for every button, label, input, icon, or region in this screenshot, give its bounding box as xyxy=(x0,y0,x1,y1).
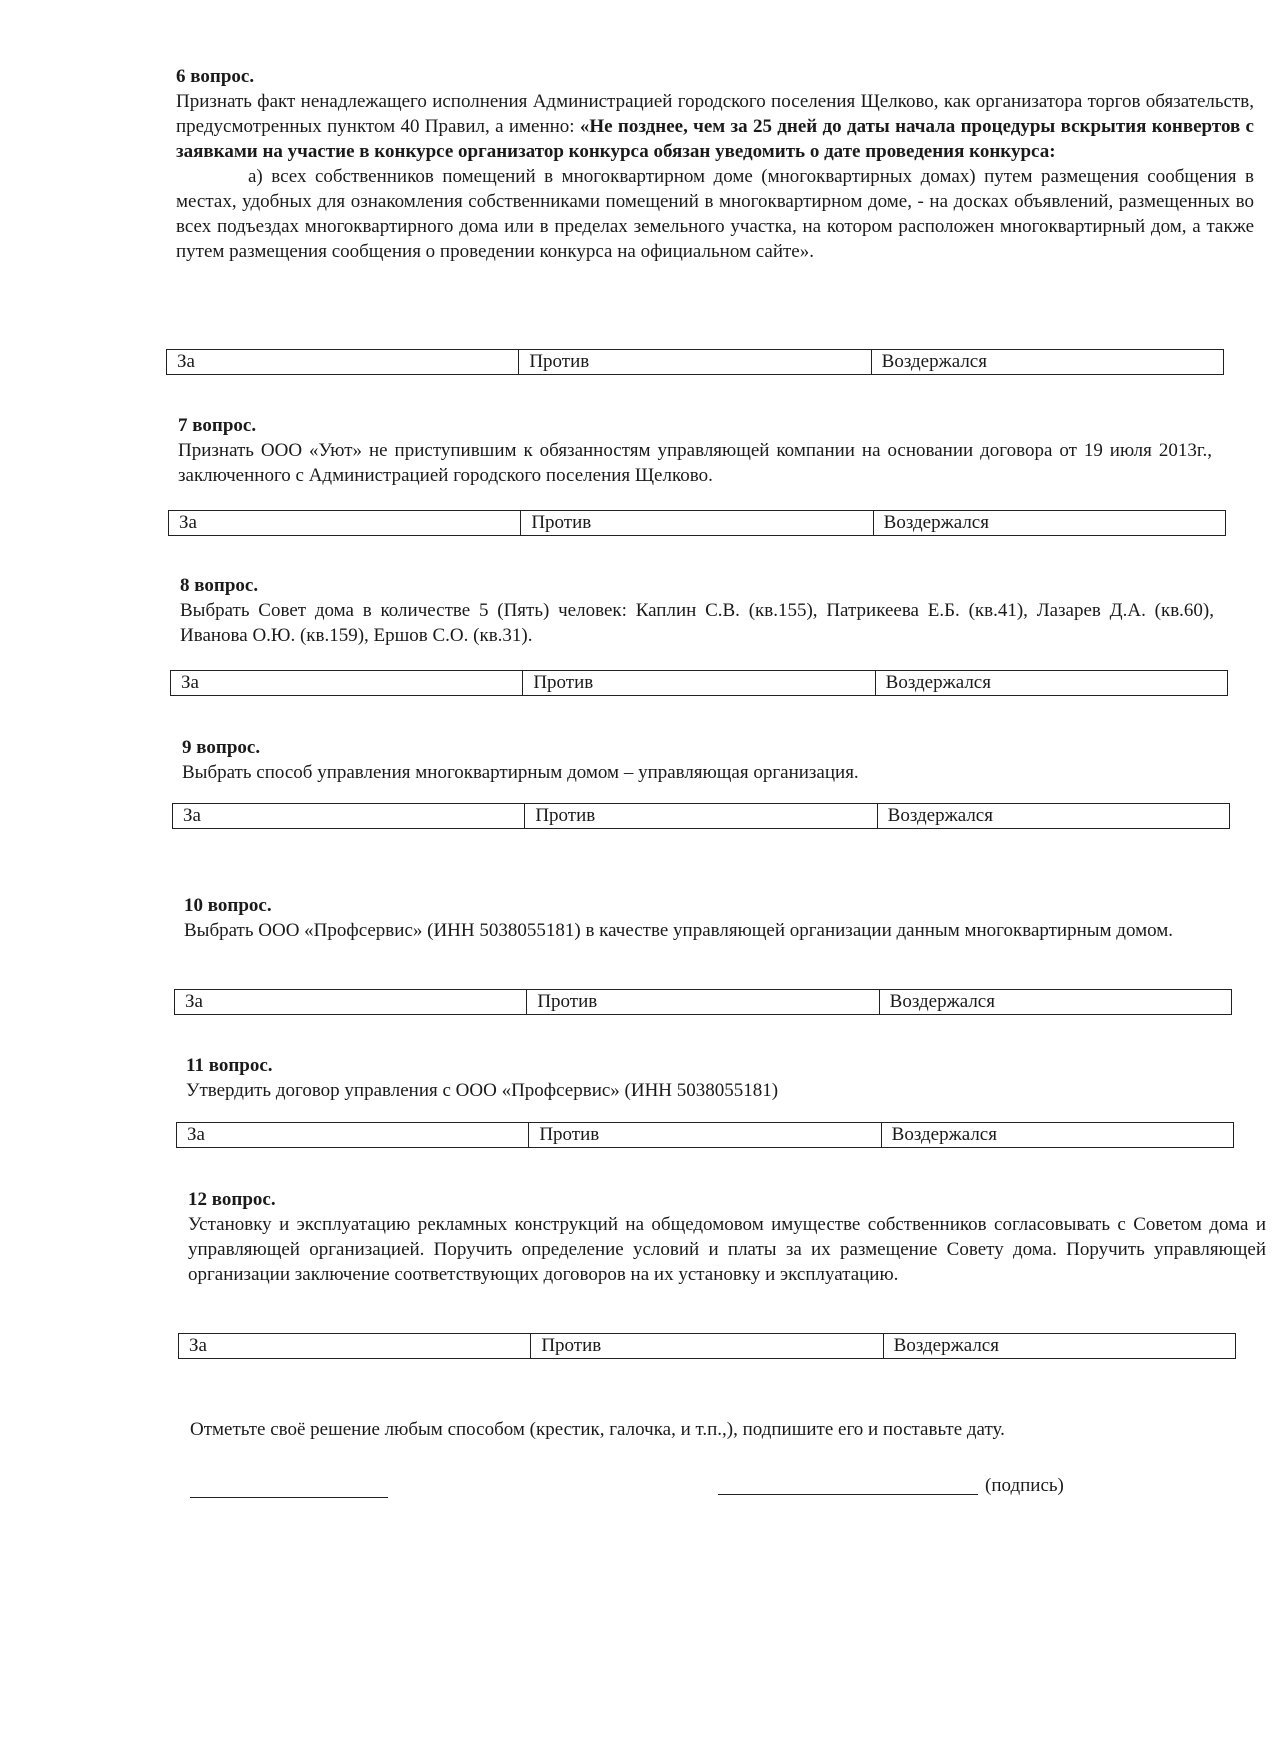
question-9 xyxy=(182,735,1216,785)
question-12 xyxy=(188,1187,1266,1287)
question-title: 8 вопрос. xyxy=(180,575,259,596)
vote-abstain[interactable]: Воздержался xyxy=(871,350,1223,374)
question-text-regular: Признать факт ненадлежащего исполнения Администрацией городского поселения Щелково, как организатора торгов обязательств, предусмотренных пунктом 40 Правил, а именно: xyxy=(176,91,1254,137)
vote-for[interactable]: За xyxy=(187,1124,205,1145)
vote-row-9 xyxy=(172,803,1230,829)
vote-abstain[interactable]: Воздержался xyxy=(883,1334,1235,1358)
question-title: 10 вопрос. xyxy=(184,895,272,916)
vote-against[interactable]: Против xyxy=(518,350,870,374)
vote-row-10 xyxy=(174,989,1232,1015)
question-text xyxy=(176,89,1254,164)
vote-row-6 xyxy=(166,349,1224,375)
question-title: 12 вопрос. xyxy=(188,1189,276,1210)
vote-abstain[interactable]: Воздержался xyxy=(875,671,1227,695)
question-subpoint: а) всех собственников помещений в многоквартирном доме (многоквартирных домах) путем размещения сообщения в местах, удобных для ознакомления собственниками помещений в многоквартирном доме, - на досках объявлений, размещенных во всех подъездах многоквартирного дома или в пределах земельного участка, на котором расположен многоквартирный дом, а также путем размещения сообщения о проведении конкурса на официальном сайте». xyxy=(176,166,1254,262)
question-text: Выбрать ООО «Профсервис» (ИНН 5038055181) в качестве управляющей организации данным многоквартирным домом. xyxy=(184,920,1174,941)
instruction-text: Отметьте своё решение любым способом (крестик, галочка, и т.п.,), подпишите его и поставьте дату. xyxy=(190,1419,1005,1440)
vote-for[interactable]: За xyxy=(189,1335,207,1356)
vote-against[interactable]: Против xyxy=(528,1123,880,1147)
question-8 xyxy=(180,573,1214,648)
question-11 xyxy=(186,1053,1220,1103)
question-title: 11 вопрос. xyxy=(186,1055,273,1076)
vote-abstain[interactable]: Воздержался xyxy=(879,990,1231,1014)
vote-against[interactable]: Против xyxy=(524,804,876,828)
vote-row-7 xyxy=(168,510,1226,536)
vote-row-12 xyxy=(178,1333,1236,1359)
vote-for[interactable]: За xyxy=(177,351,195,372)
vote-abstain[interactable]: Воздержался xyxy=(881,1123,1233,1147)
signature-line[interactable] xyxy=(718,1494,978,1495)
date-line[interactable] xyxy=(190,1497,388,1498)
vote-for[interactable]: За xyxy=(185,991,203,1012)
question-text: Утвердить договор управления с ООО «Профсервис» (ИНН 5038055181) xyxy=(186,1080,779,1101)
question-text-bold: «Не позднее, чем за 25 дней до даты начала процедуры вскрытия конвертов с заявками на участие в конкурсе организатор конкурса обязан уведомить о дате проведения конкурса: xyxy=(176,116,1254,162)
question-7 xyxy=(178,413,1212,488)
question-6 xyxy=(176,64,1254,264)
vote-against[interactable]: Против xyxy=(526,990,878,1014)
signature-label: (подпись) xyxy=(985,1475,1064,1496)
vote-abstain[interactable]: Воздержался xyxy=(873,511,1225,535)
question-title: 7 вопрос. xyxy=(178,415,257,436)
question-text: Выбрать способ управления многоквартирным домом – управляющая организация. xyxy=(182,762,859,783)
vote-abstain[interactable]: Воздержался xyxy=(877,804,1229,828)
vote-against[interactable]: Против xyxy=(520,511,872,535)
vote-for[interactable]: За xyxy=(181,672,199,693)
question-text: Признать ООО «Уют» не приступившим к обязанностям управляющей компании на основании договора от 19 июля 2013г., заключенного с Администрацией городского поселения Щелково. xyxy=(178,440,1212,486)
vote-row-11 xyxy=(176,1122,1234,1148)
question-title: 9 вопрос. xyxy=(182,737,261,758)
vote-against[interactable]: Против xyxy=(522,671,874,695)
vote-for[interactable]: За xyxy=(183,805,201,826)
vote-for[interactable]: За xyxy=(179,512,197,533)
question-text: Выбрать Совет дома в количестве 5 (Пять) человек: Каплин С.В. (кв.155), Патрикеева Е.Б. (кв.41), Лазарев Д.А. (кв.60), Иванова О.Ю. (кв.159), Ершов С.О. (кв.31). xyxy=(180,600,1214,646)
vote-row-8 xyxy=(170,670,1228,696)
question-10 xyxy=(184,893,1218,943)
question-text: Установку и эксплуатацию рекламных конструкций на общедомовом имуществе собственников согласовывать с Советом дома и управляющей организацией. Поручить определение условий и платы за их размещение Совету дома. Поручить управляющей организации заключение соответствующих договоров на их установку и эксплуатацию. xyxy=(188,1214,1266,1285)
question-title: 6 вопрос. xyxy=(176,66,255,87)
vote-against[interactable]: Против xyxy=(530,1334,882,1358)
